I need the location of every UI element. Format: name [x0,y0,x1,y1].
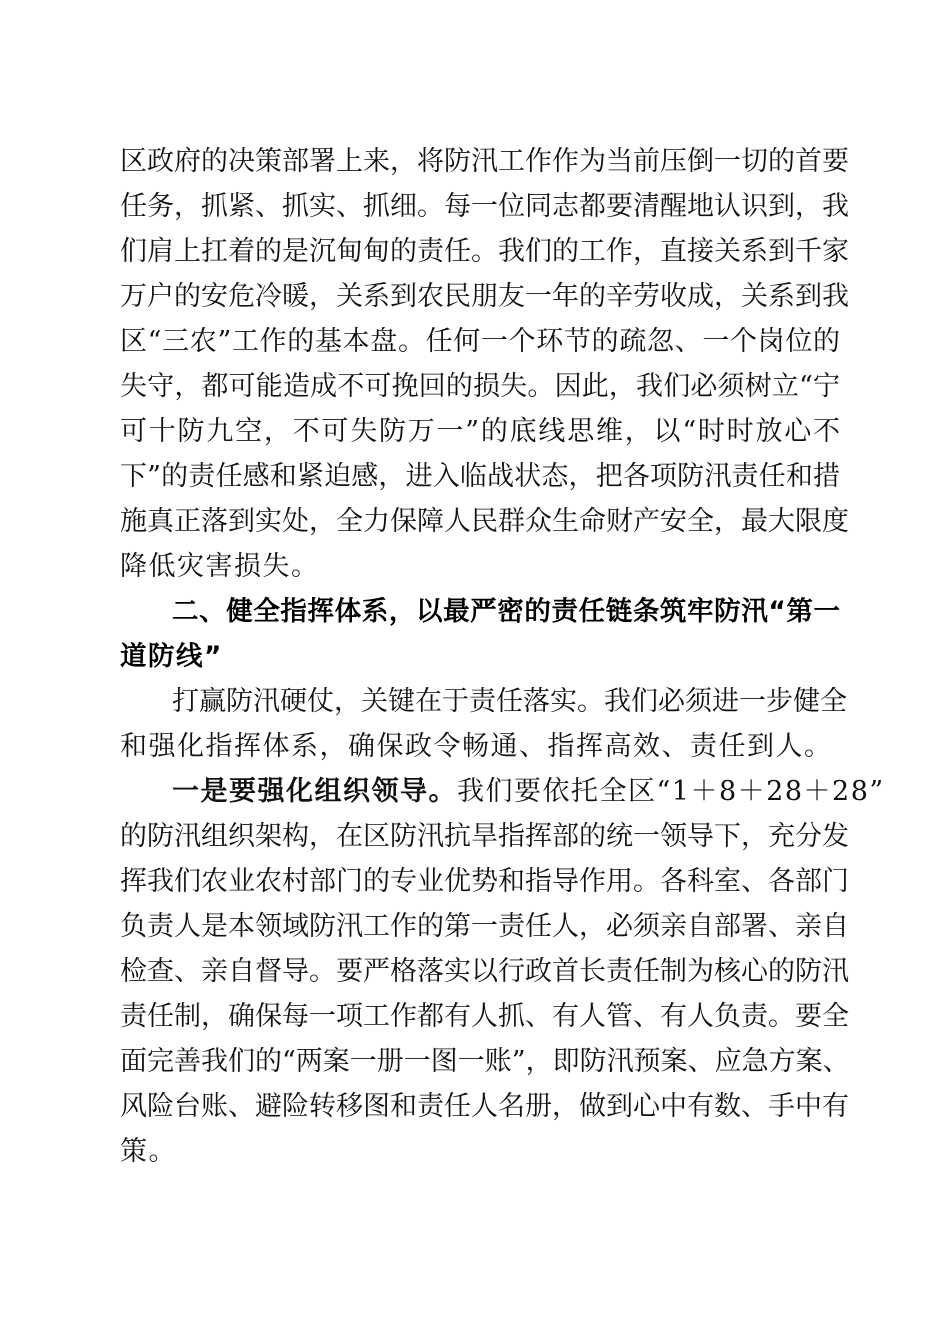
paragraph-3-line-3: 挥我们农业农村部门的专业优势和指导作用。各科室、各部门 [120,866,849,897]
paragraph-2-line-2: 和强化指挥体系，确保政令畅通、指挥高效、责任到人。 [120,731,833,762]
section-heading-line-1: 二、健全指挥体系，以最严密的责任链条筑牢防汛“第一 [172,596,840,627]
paragraph-1-line-6: 失守，都可能造成不可挽回的损失。因此，我们必须树立“宁 [120,371,840,402]
paragraph-2-line-1: 打赢防汛硬仗，关键在于责任落实。我们必须进一步健全 [172,686,847,717]
paragraph-3-lead: 一是要强化组织领导。 [172,776,457,807]
paragraph-1-line-4: 万户的安危冷暖，关系到农民朋友一年的辛劳收成，关系到我 [120,281,849,312]
paragraph-1-line-9: 施真正落到实处，全力保障人民群众生命财产安全，最大限度 [120,506,849,537]
paragraph-3-line-5: 检查、亲自督导。要严格落实以行政首长责任制为核心的防汛 [120,956,849,987]
paragraph-3-line-9: 策。 [120,1136,177,1167]
paragraph-1-line-1: 区政府的决策部署上来，将防汛工作作为当前压倒一切的首要 [120,146,849,177]
paragraph-3-line-1 [172,770,885,814]
paragraph-1-line-10: 降低灾害损失。 [120,551,320,582]
paragraph-1-line-7: 可十防九空，不可失防万一”的底线思维，以“时时放心不 [120,416,840,447]
paragraph-3-line-6: 责任制，确保每一项工作都有人抓、有人管、有人负责。要全 [120,1001,849,1032]
paragraph-1-line-8: 下”的责任感和紧迫感，进入临战状态，把各项防汛责任和措 [120,461,840,492]
paragraph-1-line-2: 任务，抓紧、抓实、抓细。每一位同志都要清醒地认识到，我 [120,191,849,222]
paragraph-3-line-2: 的防汛组织架构，在区防汛抗旱指挥部的统一领导下，充分发 [120,821,849,852]
section-heading-line-2: 道防线” [120,641,223,672]
paragraph-3-line-7: 面完善我们的“两案一册一图一账”，即防汛预案、应急方案、 [120,1046,850,1077]
paragraph-3-line-1-text: 我们要依托全区“1＋8＋28＋28” [457,776,885,807]
paragraph-1-line-3: 们肩上扛着的是沉甸甸的责任。我们的工作，直接关系到千家 [120,236,849,267]
paragraph-1-line-5: 区“三农”工作的基本盘。任何一个环节的疏忽、一个岗位的 [120,326,840,357]
paragraph-3-line-8: 风险台账、避险转移图和责任人名册，做到心中有数、手中有 [120,1091,849,1122]
paragraph-3-line-4: 负责人是本领域防汛工作的第一责任人，必须亲自部署、亲自 [120,911,849,942]
